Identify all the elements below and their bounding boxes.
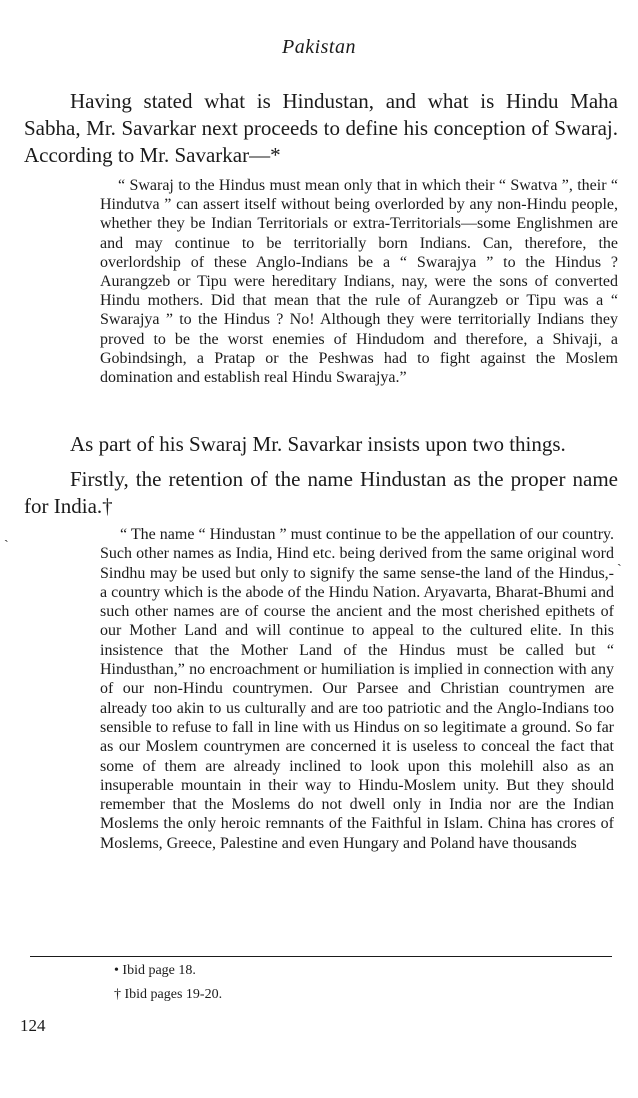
footnote-rule [30,956,612,957]
page-number: 124 [20,1016,46,1035]
footnote-2: † Ibid pages 19-20. [114,987,223,1002]
paragraph-two-things: As part of his Swaraj Mr. Savarkar insists upon two things. [70,432,566,456]
margin-mark-left: ˏ [4,528,9,543]
footnote-1: • Ibid page 18. [114,963,196,978]
paragraph-intro: Having stated what is Hindustan, and what is Hindu Maha Sabha, Mr. Savarkar next proceeds to define his conception of Swaraj. According to Mr. Savarkar—* [24,89,618,167]
paragraph-firstly: Firstly, the retention of the name Hindustan as the proper name for India.† [24,467,618,518]
block-quote-hindustan: “ The name “ Hindustan ” must continue to be the appellation of our country. Such other names as India, Hind etc. being derived from the same original word Sindhu may be used but only to signify the same sense-the land of the Hindus,-a country which is the abode of the Hindu Nation. Aryavarta, Bharat-Bhumi and such other names are of course the ancient and the most cherished epithets of our Mother Land and will continue to appeal to the cultured elite. In this insistence that the Mother Land of the Hindus must be called but “ Hindusthan,” no encroachment or humiliation is implied in connection with any of our non-Hindu countrymen. Our Parsee and Christian countrymen are already too akin to us culturally and are too patriotic and the Anglo-Indians too sensible to refuse to fall in line with us Hindus on so legitimate a ground. So far as our Moslem countrymen are concerned it is useless to conceal the fact that some of them are already inclined to look upon this molehill also as an insuperable mountain in their way to Hindu-Moslem unity. But they should remember that the Moslems do not dwell only in India nor are the Indian Moslems the only heroic remnants of the Faithful in Islam. China has crores of Moslems, Greece, Palestine and even Hungary and Poland have thousands [100,526,614,852]
margin-mark-right: ˏ [617,552,622,567]
running-head: Pakistan [282,36,356,58]
block-quote-swaraj: “ Swaraj to the Hindus must mean only that in which their “ Swatva ”, their “ Hindutva ” can assert itself without being overlorded by any non-Hindu people, whether they be Indian Territorials or extra-Territorials—some Englishmen are and may continue to be territorially born Indians. Can, therefore, the overlordship of these Anglo-Indians be a “ Swarajya ” to the Hindus ? Aurangzeb or Tipu were hereditary Indians, nay, were the sons of converted Hindu mothers. Did that mean that the rule of Aurangzeb or Tipu was a “ Swarajya ” to the Hindus ? No! Although they were territorially Indians they proved to be the worst enemies of Hindudom and therefore, a Shivaji, a Gobindsingh, a Pratap or the Peshwas had to fight against the Moslem domination and establish real Hindu Swarajya.” [100,177,618,387]
